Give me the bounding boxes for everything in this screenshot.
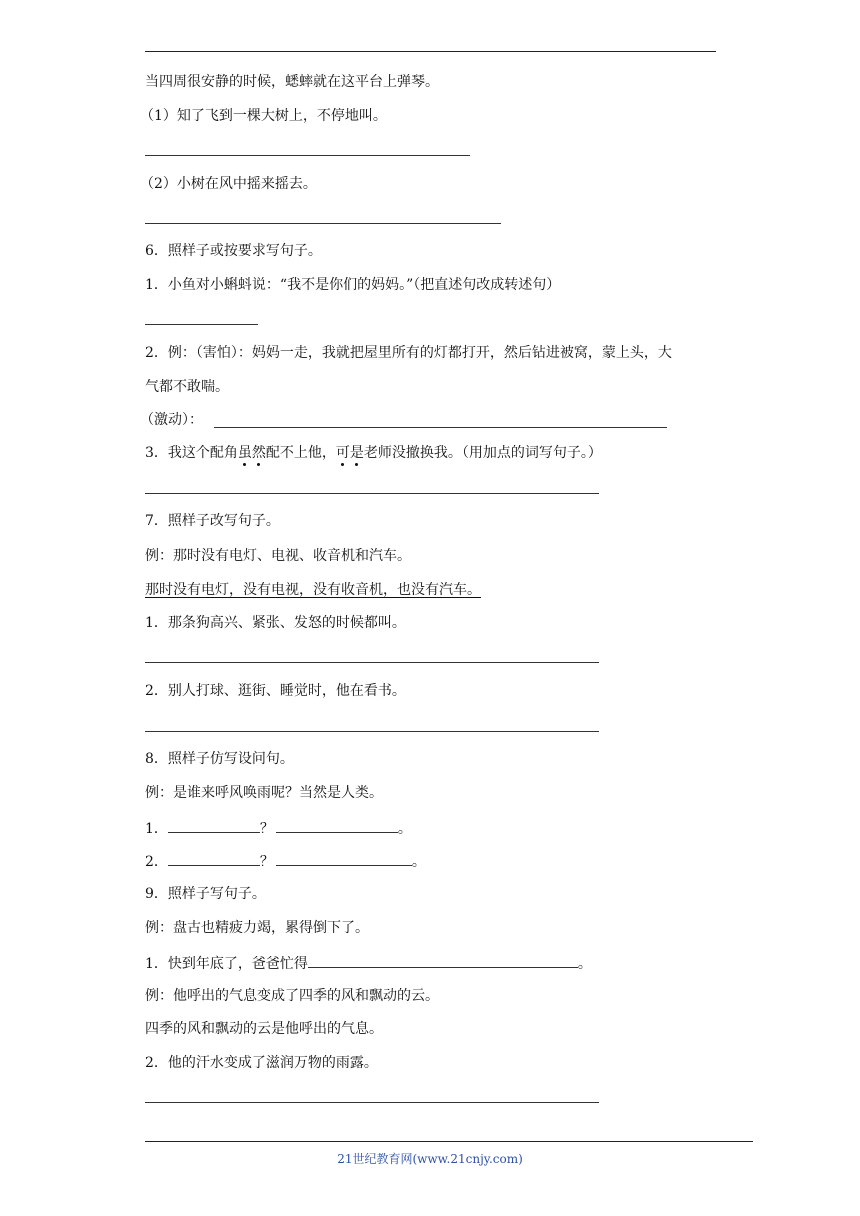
q8-example: 例：是谁来呼风唤雨呢？当然是人类。 [145, 785, 383, 801]
period: 。 [397, 821, 412, 837]
q5-answer-line-1[interactable] [145, 155, 470, 156]
q7-item-1: 1．那条狗高兴、紧张、发怒的时候都叫。 [145, 615, 406, 631]
q6-item-3-prefix: 3．我这个配角 [145, 445, 238, 461]
q9-item-1-answer-blank[interactable] [308, 952, 578, 968]
q6-item-1: 1．小鱼对小蝌蚪说：“我不是你们的妈妈。”（把直述句改成转述句） [145, 277, 561, 293]
q7-item-2: 2．别人打球、逛街、睡觉时，他在看书。 [145, 683, 406, 699]
q6-answer-line-3[interactable] [145, 493, 599, 494]
q9-item-1 [145, 952, 592, 974]
q6-answer-line-2[interactable] [214, 427, 667, 428]
q9-item-1-prefix: 1．快到年底了，爸爸忙得 [145, 956, 308, 972]
q8-item-2-answer-blank[interactable] [276, 850, 412, 866]
q8-item-1-question-blank[interactable] [168, 817, 260, 833]
q9-title: 9．照样子写句子。 [145, 886, 266, 902]
dotted-char: 然 [251, 445, 266, 461]
q5-item-1: （1）知了飞到一棵大树上，不停地叫。 [140, 108, 387, 124]
q8-title: 8．照样子仿写设问句。 [145, 751, 294, 767]
dotted-char: 是 [349, 445, 364, 461]
q5-item-2: （2）小树在风中摇来摇去。 [140, 176, 317, 192]
header-rule [145, 51, 716, 52]
question-mark: ？ [259, 854, 274, 870]
q7-example: 例：那时没有电灯、电视、收音机和汽车。 [145, 548, 411, 564]
q7-title: 7．照样子改写句子。 [145, 513, 280, 529]
dotted-char: 可 [335, 445, 350, 461]
q7-answer-line-1[interactable] [145, 662, 599, 663]
q6-item-2-prompt: （激动）： [140, 412, 203, 428]
q9-item-1-suffix: 。 [577, 956, 592, 972]
q6-item-2-line-1: 2．例：（害怕）：妈妈一走，我就把屋里所有的灯都打开，然后钻进被窝，蒙上头，大 [145, 345, 672, 361]
q6-item-3 [145, 443, 602, 463]
q9-item-2: 2．他的汗水变成了滋润万物的雨露。 [145, 1055, 378, 1071]
question-mark: ？ [259, 821, 274, 837]
q8-item-1-number: 1． [145, 821, 168, 837]
q6-item-2-line-2: 气都不敢喘。 [145, 379, 229, 395]
footer-rule [145, 1141, 753, 1142]
q9-example-2-answer: 四季的风和飘动的云是他呼出的气息。 [145, 1021, 383, 1037]
dotted-char: 虽 [237, 445, 252, 461]
q6-answer-line-1[interactable] [145, 324, 258, 325]
q9-example-2: 例：他呼出的气息变成了四季的风和飘动的云。 [145, 988, 439, 1004]
q8-item-2-number: 2． [145, 854, 168, 870]
intro-sentence: 当四周很安静的时候，蟋蟀就在这平台上弹琴。 [145, 74, 439, 90]
q8-item-2-question-blank[interactable] [168, 850, 260, 866]
q6-title: 6．照样子或按要求写句子。 [145, 243, 322, 259]
q8-item-1 [145, 817, 412, 839]
q8-item-2 [145, 850, 426, 872]
q9-example-1: 例：盘古也精疲力竭，累得倒下了。 [145, 920, 369, 936]
period: 。 [411, 854, 426, 870]
q5-answer-line-2[interactable] [145, 223, 501, 224]
q6-item-3-suffix: 老师没撤换我。（用加点的词写句子。） [363, 445, 602, 461]
q6-item-3-mid: 配不上他， [265, 445, 336, 461]
q9-answer-line-2[interactable] [145, 1102, 599, 1103]
q7-answer-line-2[interactable] [145, 731, 599, 732]
q7-example-answer: 那时没有电灯，没有电视，没有收音机，也没有汽车。 [145, 582, 481, 598]
footer-source: 21世纪教育网(www.21cnjy.com) [337, 1152, 523, 1166]
q8-item-1-answer-blank[interactable] [276, 817, 398, 833]
